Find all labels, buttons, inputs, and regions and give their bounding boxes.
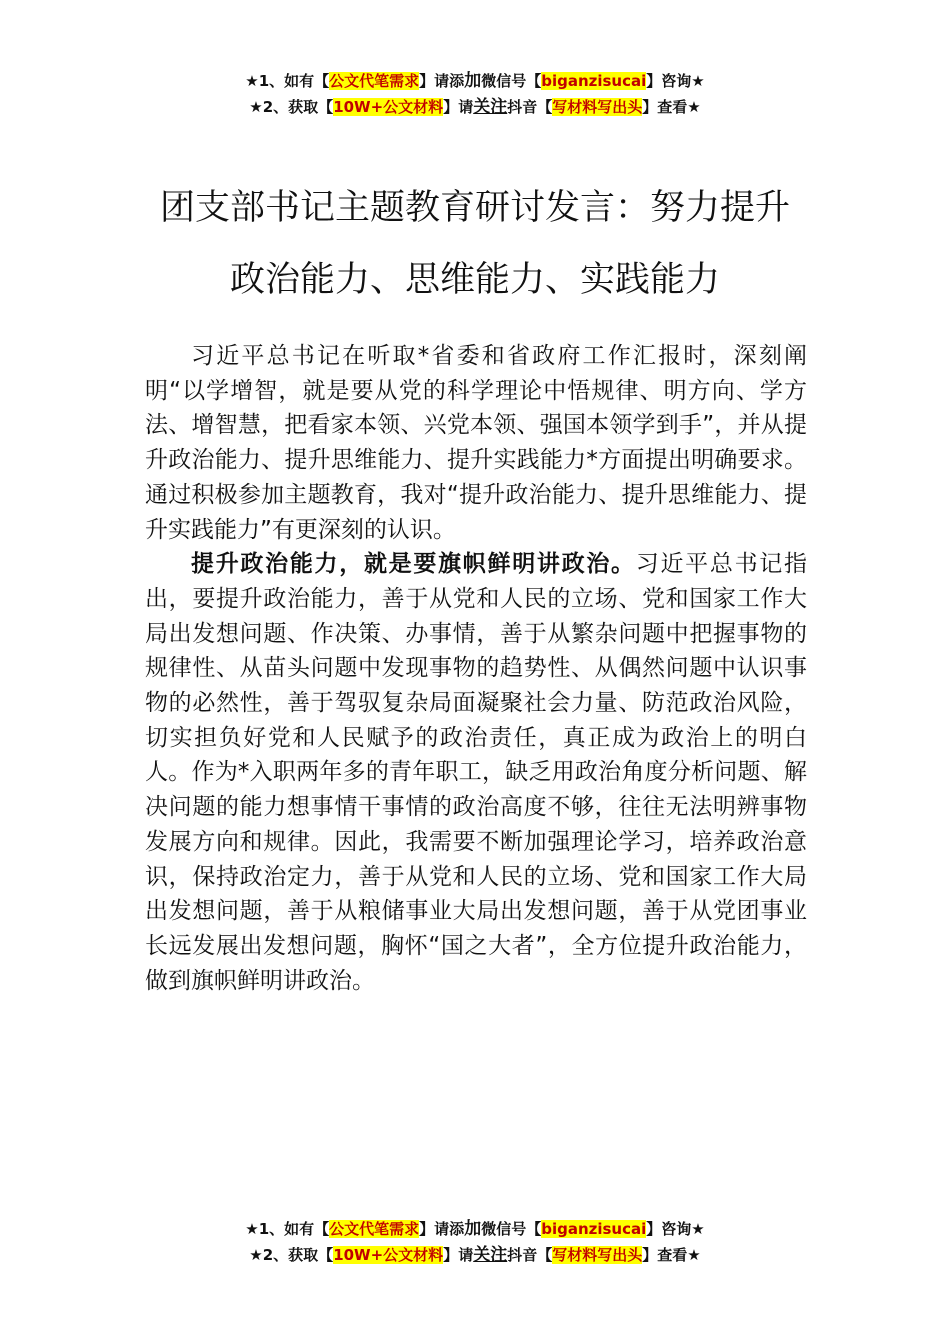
- banner-text: ★2、获取【: [249, 1246, 334, 1264]
- title-line-2: 政治能力、思维能力、实践能力: [229, 260, 720, 300]
- banner-highlight: 写材料写出头: [552, 98, 643, 116]
- banner-line-1: [0, 1216, 950, 1242]
- banner-text: 】查看★: [642, 1246, 701, 1264]
- paragraph-text: 习近平总书记在听取*省委和省政府工作汇报时，深刻阐明“以学增智，就是要从党的科学理论中悟规律、明方向、学方法、增智慧，把看家本领、兴党本领、强国本领学到手”，并从提升政治能力、提升思维能力、提升实践能力*方面提出明确要求。通过积极参加主题教育，我对“提升政治能力、提升思维能力、提升实践能力”有更深刻的认识。: [145, 343, 807, 543]
- banner-text: 抖音【: [507, 1246, 553, 1264]
- banner-text: ★1、如有【: [245, 1220, 330, 1238]
- paragraph-1: [145, 339, 807, 547]
- banner-text: 】请添: [419, 1220, 465, 1238]
- banner-text: 加: [464, 71, 482, 91]
- banner-line-1: [0, 68, 950, 94]
- banner-text: 】请: [443, 1246, 474, 1264]
- banner-text: ★2、获取【: [249, 98, 334, 116]
- document-body: [145, 339, 807, 998]
- banner-highlight: 10W+公文材料: [333, 1246, 444, 1264]
- title-line-1: 团支部书记主题教育研讨发言：努力提升: [159, 188, 790, 228]
- banner-highlight: biganzisucai: [541, 1220, 647, 1238]
- banner-text: 】请: [443, 98, 474, 116]
- banner-highlight: 写材料写出头: [552, 1246, 643, 1264]
- banner-text: 微信号【: [481, 1220, 542, 1238]
- banner-text: 关注: [473, 1245, 508, 1265]
- banner-text: 】请添: [419, 72, 465, 90]
- banner-line-2: [0, 1242, 950, 1268]
- banner-line-2: [0, 94, 950, 120]
- banner-highlight: biganzisucai: [541, 72, 647, 90]
- banner-text: ★1、如有【: [245, 72, 330, 90]
- banner-text: 】咨询★: [646, 1220, 705, 1238]
- paragraph-2: [145, 547, 807, 998]
- banner-text: 】查看★: [642, 98, 701, 116]
- paragraph-text: 习近平总书记指出，要提升政治能力，善于从党和人民的立场、党和国家工作大局出发想问题、作决策、办事情，善于从繁杂问题中把握事物的规律性、从苗头问题中发现事物的趋势性、从偶然问题中认识事物的必然性，善于驾驭复杂局面凝聚社会力量、防范政治风险，切实担负好党和人民赋予的政治责任，真正成为政治上的明白人。作为*入职两年多的青年职工，缺乏用政治角度分析问题、解决问题的能力想事情干事情的政治高度不够，往往无法明辨事物发展方向和规律。因此，我需要不断加强理论学习，培养政治意识，保持政治定力，善于从党和人民的立场、党和国家工作大局出发想问题，善于从粮储事业大局出发想问题，善于从党团事业长远发展出发想问题，胸怀“国之大者”，全方位提升政治能力，做到旗帜鲜明讲政治。: [145, 551, 808, 994]
- banner-text: 】咨询★: [646, 72, 705, 90]
- banner-text: 加: [464, 1219, 482, 1239]
- header-banner: [0, 68, 950, 120]
- banner-text: 微信号【: [481, 72, 542, 90]
- document-title: [145, 172, 805, 316]
- banner-highlight: 10W+公文材料: [333, 98, 444, 116]
- banner-highlight: 公文代笔需求: [329, 72, 420, 90]
- banner-text: 关注: [473, 97, 508, 117]
- footer-banner: [0, 1216, 950, 1268]
- banner-text: 抖音【: [507, 98, 553, 116]
- banner-highlight: 公文代笔需求: [329, 1220, 420, 1238]
- paragraph-lead: 提升政治能力，就是要旗帜鲜明讲政治。: [191, 551, 636, 578]
